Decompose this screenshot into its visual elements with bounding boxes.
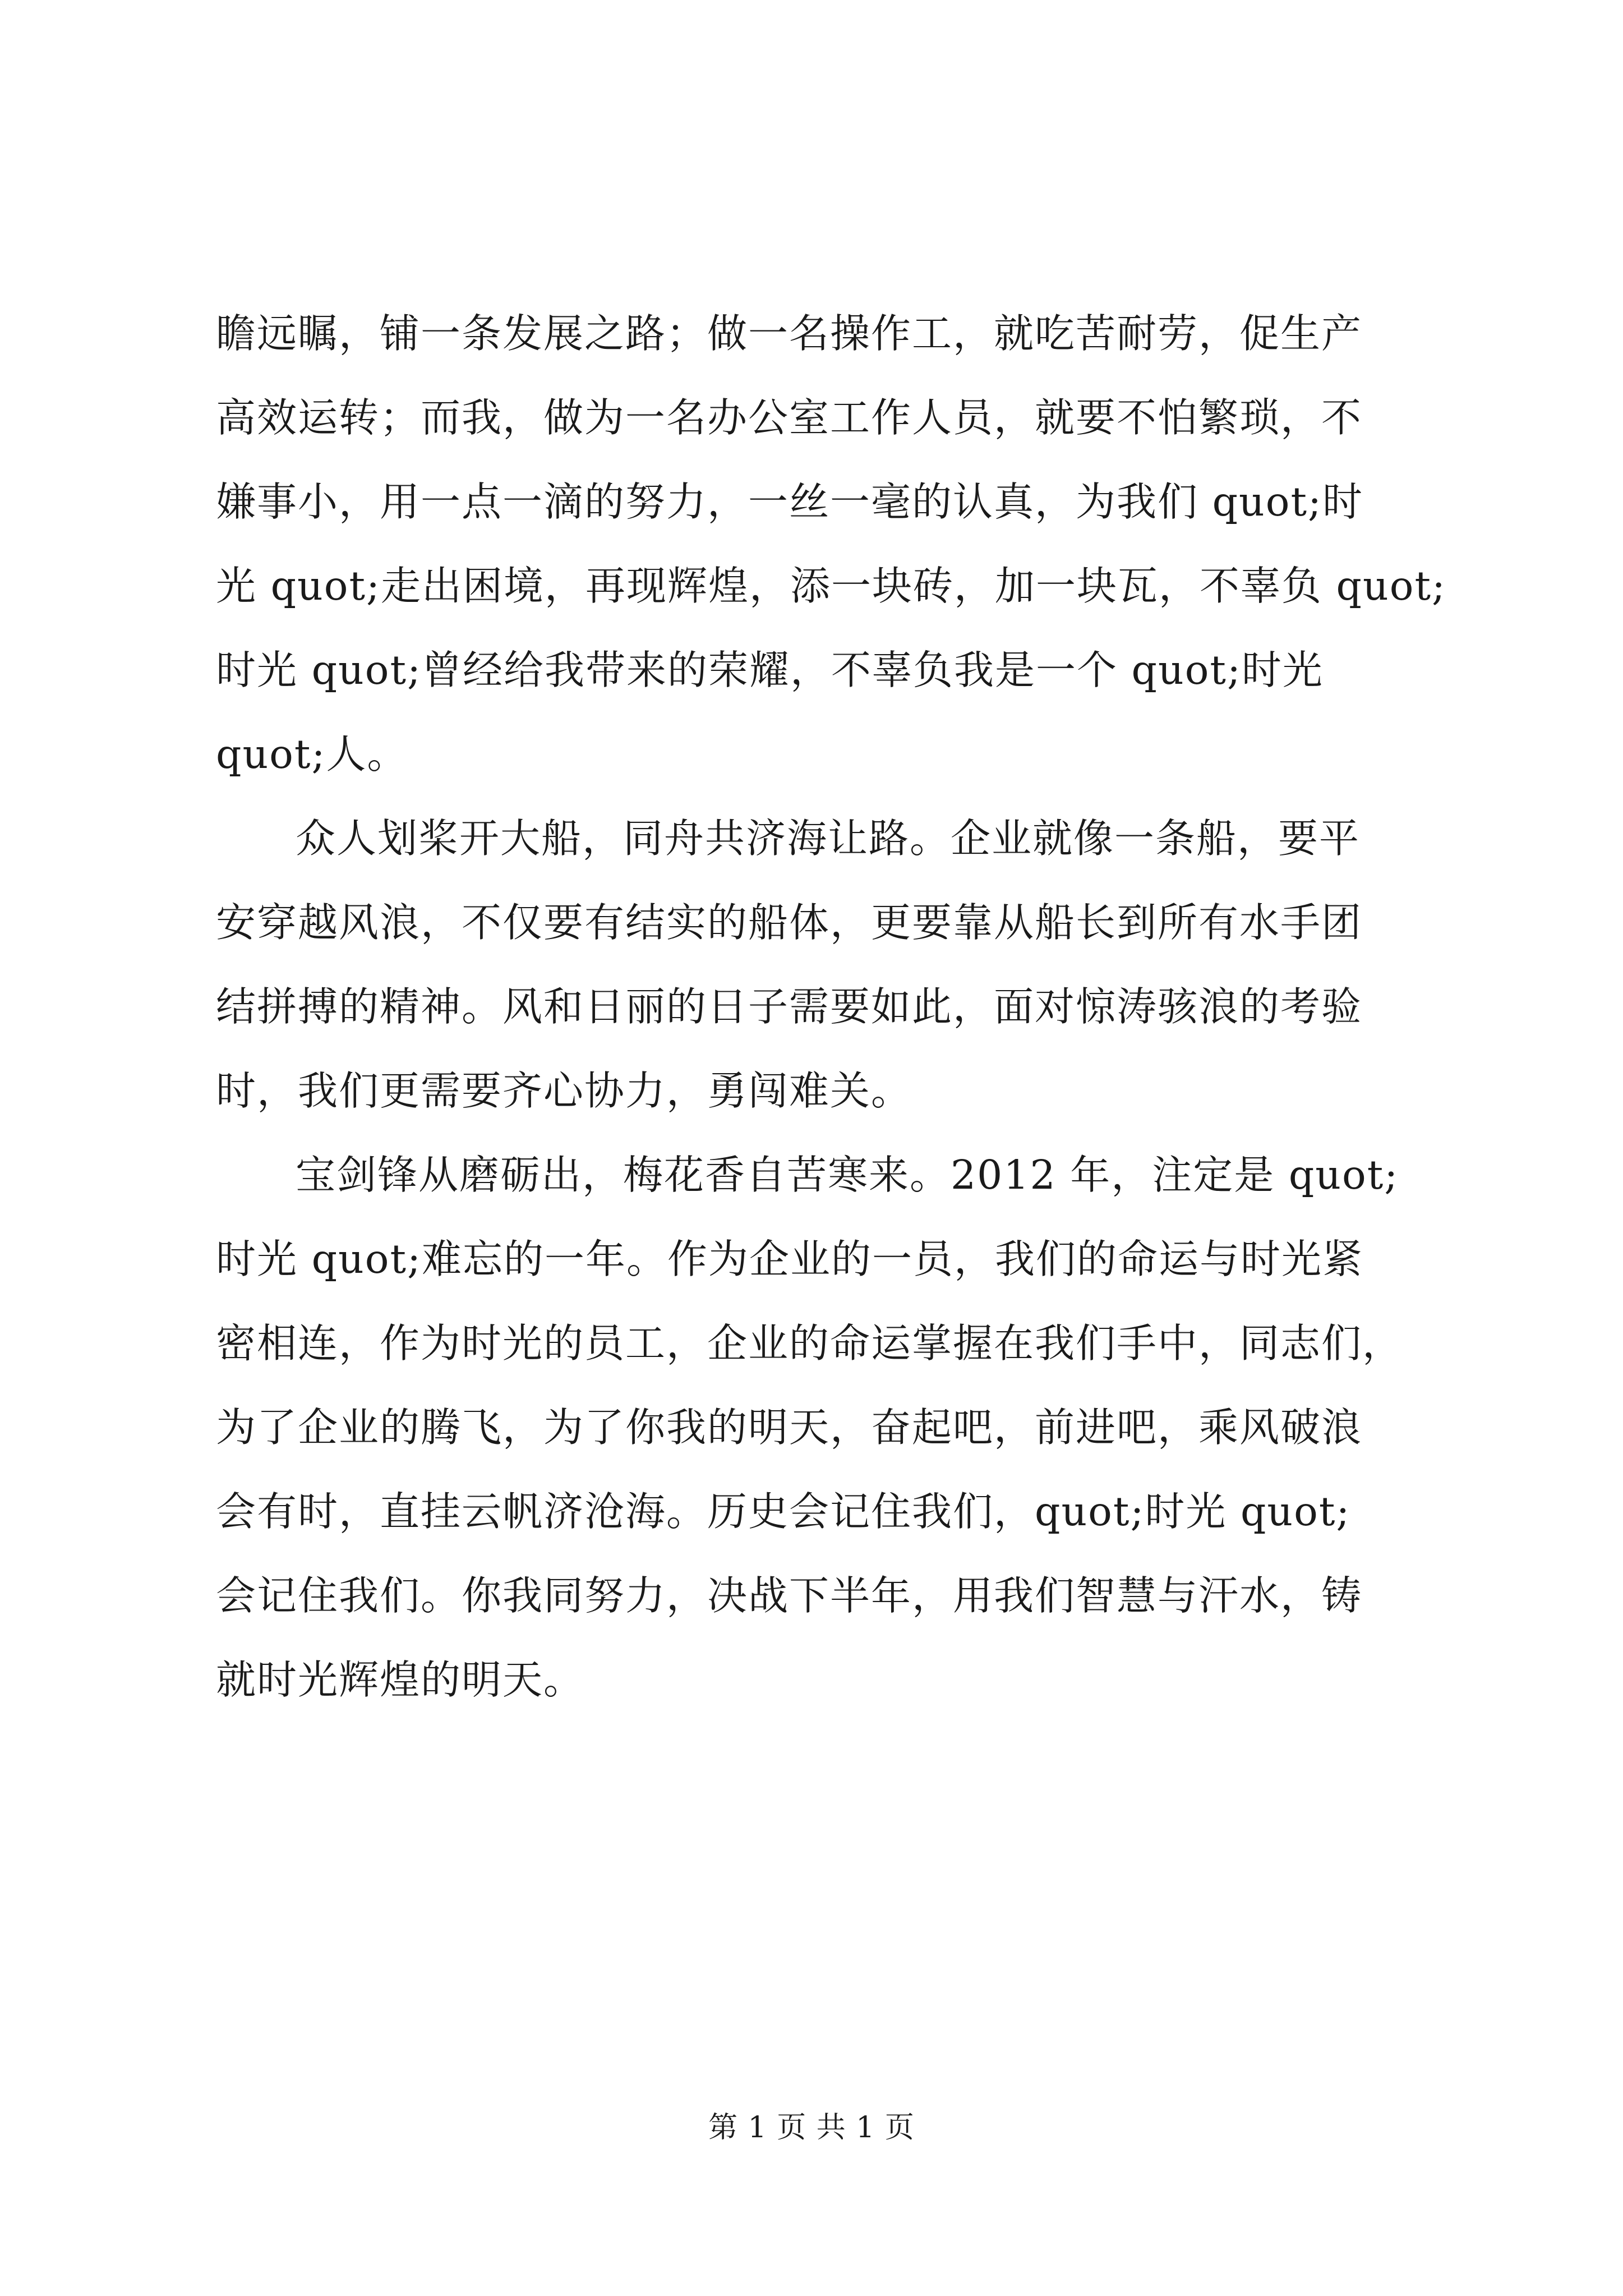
text-line: 宝剑锋从磨砺出，梅花香自苦寒来。2012 年，注定是 quot; (296, 1152, 1399, 1198)
text-line: 就时光辉煌的明天。 (216, 1657, 585, 1703)
paragraph-2 (216, 797, 1410, 1133)
text-line: 高效运转；而我，做为一名办公室工作人员，就要不怕繁琐，不 (216, 394, 1363, 441)
text-line: 时光 quot;曾经给我带来的荣耀，不辜负我是一个 quot;时光 (216, 647, 1324, 693)
paragraph-1 (216, 292, 1446, 797)
text-line: 光 quot;走出困境，再现辉煌，添一块砖，加一块瓦，不辜负 quot; (216, 563, 1446, 609)
text-line: 瞻远瞩，铺一条发展之路；做一名操作工，就吃苦耐劳，促生产 (216, 310, 1363, 357)
text-line: 时光 quot;难忘的一年。作为企业的一员，我们的命运与时光紧 (216, 1236, 1363, 1282)
text-line: 嫌事小，用一点一滴的努力，一丝一毫的认真，为我们 quot;时 (216, 478, 1363, 525)
text-line: 密相连，作为时光的员工，企业的命运掌握在我们手中，同志们， (216, 1320, 1404, 1366)
page-footer (0, 2104, 1623, 2146)
text-line: 为了企业的腾飞，为了你我的明天，奋起吧，前进吧，乘风破浪 (216, 1404, 1363, 1451)
text-line: 安穿越风浪，不仅要有结实的船体，更要靠从船长到所有水手团 (216, 899, 1363, 946)
text-line: 会记住我们。你我同努力，决战下半年，用我们智慧与汗水，铸 (216, 1572, 1363, 1619)
text-line: 会有时，直挂云帆济沧海。历史会记住我们，quot;时光 quot; (216, 1488, 1351, 1535)
page-number-label: 第 1 页 共 1 页 (708, 2111, 915, 2145)
text-line: 时，我们更需要齐心协力，勇闯难关。 (216, 1068, 912, 1114)
text-line: 结拼搏的精神。风和日丽的日子需要如此，面对惊涛骇浪的考验 (216, 983, 1363, 1030)
document-body (216, 292, 1446, 1722)
paragraph-3 (216, 1133, 1410, 1722)
text-line: quot;人。 (216, 731, 408, 777)
text-line: 众人划桨开大船，同舟共济海让路。企业就像一条船，要平 (296, 815, 1361, 862)
